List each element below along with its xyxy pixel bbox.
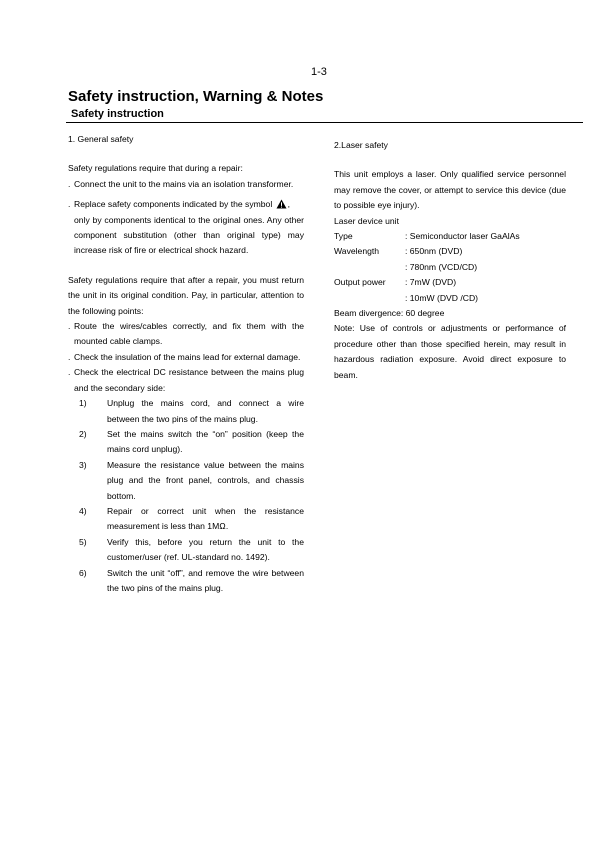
bullet-check-resistance: . Check the electrical DC resistance between the mains plug and the secondary side: — [68, 367, 304, 393]
general-safety-column — [68, 132, 304, 596]
warning-triangle-icon — [276, 199, 287, 209]
general-intro-after-repair: Safety regulations require that after a repair, you must return the unit in its original condition. Pay, in particular, attention to the following points: — [68, 274, 304, 316]
bullet-check-insulation: . Check the insulation of the mains lead for external damage. — [68, 351, 301, 362]
laser-power-row: Output power : 7mW (DVD) — [334, 277, 457, 288]
general-safety-heading: 1. General safety — [68, 134, 134, 144]
bullet-replace-text: Replace safety components indicated by the symbol — [74, 199, 273, 210]
bullet-replace-continuation: only by components identical to the original ones. Any other component substitution (other than original type) may increase risk of fire or electrical shock hazard. — [74, 214, 304, 256]
section-heading: Safety instruction — [71, 108, 164, 120]
laser-note: Note: Use of controls or adjustments or performance of procedure other than those specified herein, may result in hazardous radiation exposure. Avoid direct exposure to beam. — [334, 323, 566, 380]
step-5: 5) Verify this, before you return the unit to the customer/user (ref. UL-standard no. 1492). — [79, 536, 304, 563]
bullet-isolation-transformer: . Connect the unit to the mains via an isolation transformer. — [68, 178, 294, 189]
document-title: Safety instruction, Warning & Notes — [68, 88, 324, 105]
laser-power-row-2: : 10mW (DVD /CD) — [405, 292, 479, 303]
bullet-route-wires: . Route the wires/cables correctly, and fix them with the mounted cable clamps. — [68, 321, 304, 347]
step-6: 6) Switch the unit “off”, and remove the wire between the two pins of the mains plug. — [79, 567, 304, 593]
bullet-replace-safety-components: . Replace safety components indicated by the symbol , only by components identical to the original ones. Any other component substitution (other than original type) may increase risk of fire or electrical shock hazard. — [68, 197, 304, 259]
laser-beam-divergence: Beam divergence: 60 degree — [334, 308, 445, 319]
laser-intro: This unit employs a laser. Only qualified service personnel may remove the cover, or attempt to service this device (due to possible eye injury). — [334, 169, 566, 211]
step-4: 4) Repair or correct unit when the resistance measurement is less than 1MΩ. — [79, 505, 304, 532]
step-1: 1) Unplug the mains cord, and connect a wire between the two pins of the mains plug. — [79, 398, 304, 424]
laser-safety-heading: 2.Laser safety — [334, 140, 388, 150]
section-rule — [66, 122, 583, 123]
laser-device-unit: Laser device unit — [334, 215, 399, 226]
laser-type-row: Type : Semiconductor laser GaAlAs — [334, 231, 520, 242]
laser-wavelength-row: Wavelength : 650nm (DVD) — [334, 246, 463, 257]
step-2: 2) Set the mains switch the “on” position (keep the mains cord unplug). — [79, 428, 304, 455]
laser-wavelength-row-2: : 780nm (VCD/CD) — [405, 261, 478, 272]
page-number: 1-3 — [311, 66, 327, 78]
step-3: 3) Measure the resistance value between the mains plug and the front panel, controls, and chassis bottom. — [79, 459, 304, 501]
laser-safety-column — [334, 138, 566, 383]
general-intro-during-repair: Safety regulations require that during a repair: — [68, 163, 243, 174]
